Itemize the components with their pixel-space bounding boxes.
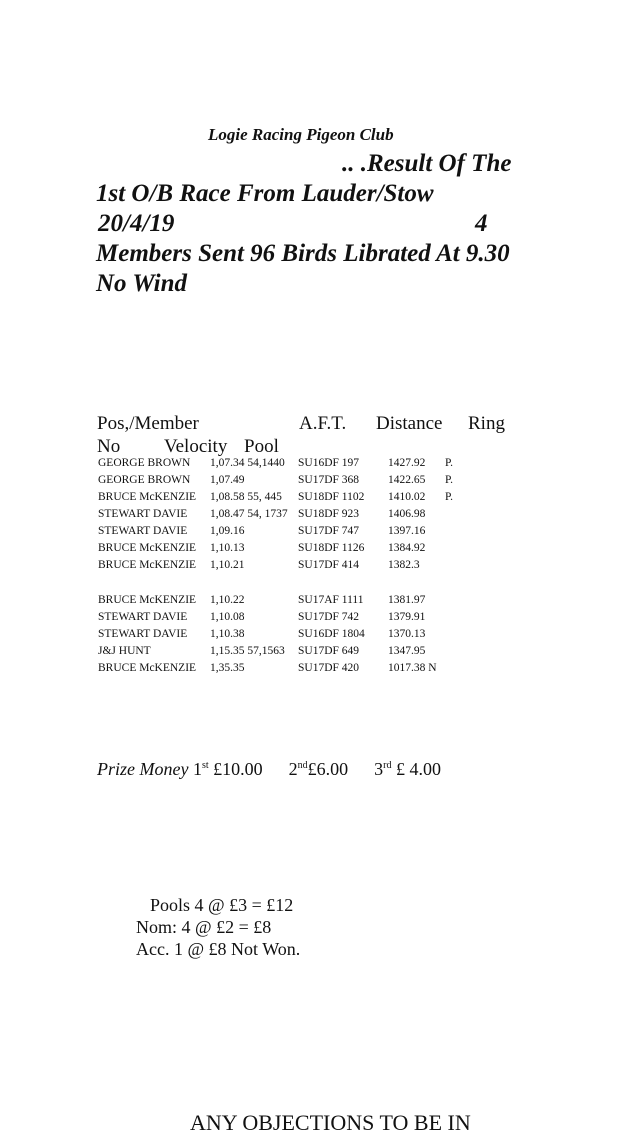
column-header-distance: Distance: [376, 413, 443, 434]
club-title: Logie Racing Pigeon Club: [208, 125, 394, 144]
result-member: GEORGE BROWN: [98, 474, 191, 486]
column-header-no: No: [97, 436, 121, 457]
prize-first-amount: £10.00: [213, 759, 263, 779]
result-member: STEWART DAVIE: [98, 611, 188, 623]
result-ring: SU17DF 649: [298, 645, 360, 657]
column-header-aft: A.F.T.: [299, 413, 347, 434]
objections-notice: ANY OBJECTIONS TO BE IN: [190, 1110, 471, 1135]
result-time: 1,08.47 54, 1737: [210, 508, 288, 520]
header-line-result: .. .Result Of The: [342, 150, 512, 177]
result-ring: SU17DF 747: [298, 525, 360, 537]
prize-first-ordinal: st: [201, 760, 209, 771]
result-member: STEWART DAVIE: [98, 508, 188, 520]
column-header-pos-member: Pos,/Member: [97, 413, 199, 434]
result-ring: SU18DF 923: [298, 508, 360, 520]
header-line-race: 1st O/B Race From Lauder/Stow: [96, 180, 434, 207]
accumulator-line: Acc. 1 @ £8 Not Won.: [136, 939, 301, 959]
result-velocity: 1381.97: [388, 594, 426, 606]
column-header-velocity: Velocity: [164, 436, 228, 457]
result-time: 1,10.21: [210, 559, 245, 571]
result-velocity: 1384.92: [388, 542, 426, 554]
result-flag: P.: [445, 474, 453, 486]
result-time: 1,10.38: [210, 628, 245, 640]
prize-first: 1st £10.00: [192, 759, 263, 779]
result-member: BRUCE McKENZIE: [98, 542, 197, 554]
result-velocity: 1379.91: [388, 611, 426, 623]
result-ring: SU17DF 420: [298, 662, 360, 674]
result-velocity: 1427.92: [388, 457, 426, 469]
header-line-date: 20/4/19: [98, 210, 175, 237]
result-velocity: 1370.13: [388, 628, 426, 640]
prize-third-ordinal: rd: [383, 760, 392, 771]
prize-money-line: [97, 759, 441, 780]
result-velocity: 1382.3: [388, 559, 420, 571]
column-header-pool: Pool: [244, 436, 279, 457]
prize-second-ordinal: nd: [297, 760, 308, 771]
result-time: 1,08.58 55, 445: [210, 491, 282, 503]
result-ring: SU16DF 1804: [298, 628, 365, 640]
header-line-birds: Members Sent 96 Birds Librated At 9.30: [96, 240, 510, 267]
result-member: J&J HUNT: [98, 645, 151, 657]
prize-third-amount: £ 4.00: [395, 759, 441, 779]
result-time: 1,35.35: [210, 662, 245, 674]
result-member: STEWART DAVIE: [98, 525, 188, 537]
column-header-ring: Ring: [468, 413, 505, 434]
prize-third: 3rd £ 4.00: [374, 759, 441, 779]
result-ring: SU17DF 414: [298, 559, 360, 571]
result-ring: SU17DF 368: [298, 474, 360, 486]
result-velocity: 1410.02: [388, 491, 426, 503]
result-member: STEWART DAVIE: [98, 628, 188, 640]
result-velocity: 1422.65: [388, 474, 426, 486]
result-velocity: 1017.38 N: [388, 662, 437, 674]
result-member: BRUCE McKENZIE: [98, 491, 197, 503]
result-flag: P.: [445, 457, 453, 469]
result-member: BRUCE McKENZIE: [98, 662, 197, 674]
result-time: 1,09.16: [210, 525, 245, 537]
result-ring: SU17AF 1111: [298, 594, 364, 606]
result-velocity: 1347.95: [388, 645, 426, 657]
result-ring: SU18DF 1126: [298, 542, 365, 554]
result-velocity: 1406.98: [388, 508, 426, 520]
prize-second: 2nd£6.00: [288, 759, 349, 779]
result-ring: SU16DF 197: [298, 457, 360, 469]
result-velocity: 1397.16: [388, 525, 426, 537]
result-time: 1,07.49: [210, 474, 245, 486]
result-member: BRUCE McKENZIE: [98, 594, 197, 606]
prize-second-amount: £6.00: [307, 759, 349, 779]
result-time: 1,15.35 57,1563: [210, 645, 285, 657]
header-line-wind: No Wind: [96, 270, 188, 297]
pools-line: Pools 4 @ £3 = £12: [150, 895, 294, 915]
header-line-member-count: 4: [475, 210, 488, 237]
result-time: 1,10.22: [210, 594, 245, 606]
result-time: 1,10.13: [210, 542, 245, 554]
result-ring: SU17DF 742: [298, 611, 360, 623]
result-time: 1,07.34 54,1440: [210, 457, 285, 469]
prize-money-label: Prize Money: [97, 759, 189, 779]
result-member: GEORGE BROWN: [98, 457, 191, 469]
nominations-line: Nom: 4 @ £2 = £8: [136, 917, 272, 937]
result-member: BRUCE McKENZIE: [98, 559, 197, 571]
result-time: 1,10.08: [210, 611, 245, 623]
result-flag: P.: [445, 491, 453, 503]
result-ring: SU18DF 1102: [298, 491, 365, 503]
